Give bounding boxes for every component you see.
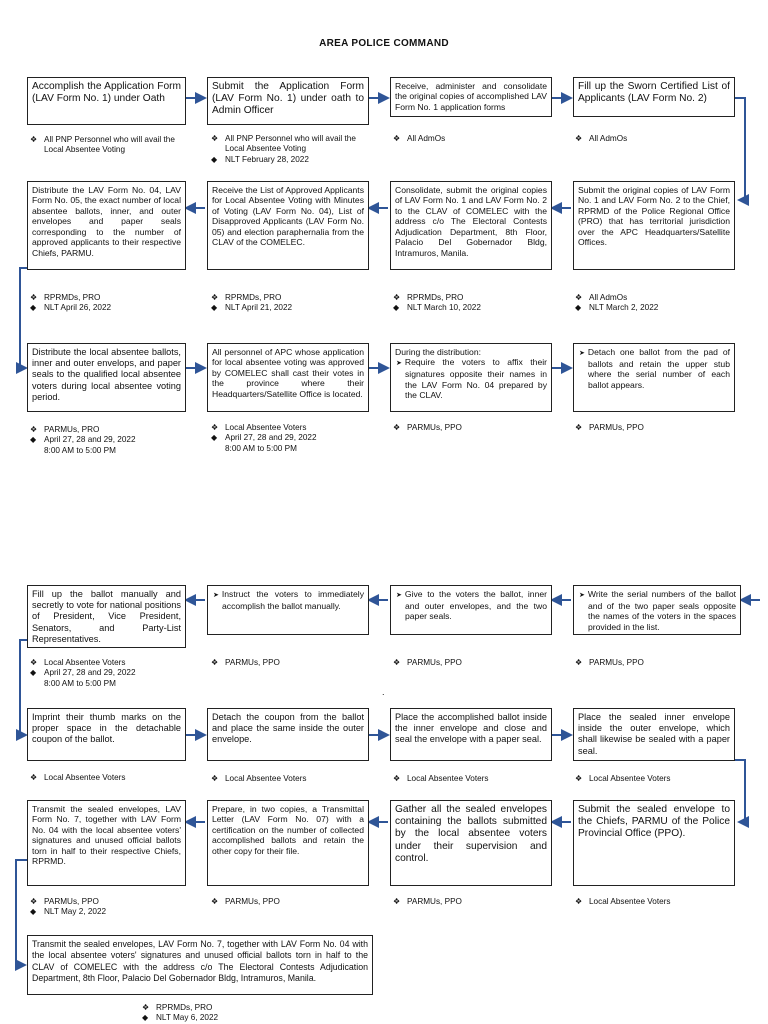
- step-13-text: ➤ Write the serial numbers of the ballot and of the two paper seals opposite the names of the voters in the spaces provided in the list.: [578, 589, 736, 632]
- step-16-box: Fill up the ballot manually and secretly to vote for national positions of President, Vice President, Senators, and Party-List Representatives.: [27, 585, 186, 648]
- step-14-text: ➤ Give to the voters the ballot, inner and outer envelopes, and the two paper seals.: [395, 589, 547, 622]
- step-21-notes: ❖ Local Absentee Voters: [575, 897, 671, 906]
- step-14-box: [390, 585, 552, 635]
- step-12-notes: ❖ PARMUs, PPO: [575, 423, 644, 432]
- step-25-notes: ❖ RPRMDs, PRO ◆ NLT May 6, 2022: [142, 1003, 219, 1023]
- step-18-box: Detach the coupon from the ballot and place the same inside the outer envelope.: [207, 708, 369, 761]
- step-24-box: Transmit the sealed envelopes, LAV Form No. 7, together with LAV Form No. 04 with the local absentee voters' signatures and unused official ballots torn in half to their respective Chiefs, RPRMD.: [27, 800, 186, 886]
- step-6-box: Consolidate, submit the original copies of LAV Form No. 1 and LAV Form No. 2 to the CLAV of COMELEC with the address c/o The Electoral Contests Adjudication Department, 8th Floor, Palacio Del Gobernador Bldg, Intramuros, Manila.: [390, 181, 552, 270]
- page-title: AREA POLICE COMMAND: [319, 38, 449, 49]
- step-20-notes: ❖ Local Absentee Voters: [575, 774, 671, 783]
- step-10-notes: ❖ Local Absentee Voters ◆ April 27, 28 and 29, 2022 8:00 AM to 5:00 PM: [211, 423, 317, 453]
- step-19-notes: ❖ Local Absentee Voters: [393, 774, 489, 783]
- step-13-notes: ❖ PARMUs, PPO: [575, 658, 644, 667]
- step-12-text: ➤ Detach one ballot from the pad of ballots and retain the upper stub where the serial number of each ballot appears.: [578, 347, 730, 390]
- step-1-notes: ❖ All PNP Personnel who will avail the Local Absentee Voting: [30, 135, 175, 155]
- step-9-notes: ❖ PARMUs, PRO ◆ April 27, 28 and 29, 2022 8:00 AM to 5:00 PM: [30, 425, 136, 455]
- step-2-notes: ❖ All PNP Personnel who will avail the Local Absentee Voting ◆ NLT February 28, 2022: [211, 134, 356, 164]
- step-3-box: Receive, administer and consolidate the original copies of accomplished LAV Form No. 1 application forms: [390, 77, 552, 117]
- step-11-box: [390, 343, 552, 412]
- step-4-box: Fill up the Sworn Certified List of Applicants (LAV Form No. 2): [573, 77, 735, 117]
- step-11-notes: ❖ PARMUs, PPO: [393, 423, 462, 432]
- step-12-box: [573, 343, 735, 412]
- step-13-box: [573, 585, 741, 635]
- step-18-notes: ❖ Local Absentee Voters: [211, 774, 307, 783]
- step-17-box: Imprint their thumb marks on the proper space in the detachable coupon of the ballot.: [27, 708, 186, 761]
- step-22-box: Gather all the sealed envelopes containing the ballots submitted by the local absentee voters under their supervision and control.: [390, 800, 552, 886]
- step-2-box: Submit the Application Form (LAV Form No. 1) under oath to Admin Officer: [207, 77, 369, 125]
- step-5-box: Submit the original copies of LAV Form No. 1 and LAV Form No. 2 to the Chief, RPRMD of the Police Regional Office (PRO) that has territorial jurisdiction over the APC Headquarters/Satellite Offices.: [573, 181, 735, 270]
- step-24-notes: ❖ PARMUs, PPO ◆ NLT May 2, 2022: [30, 897, 107, 917]
- step-9-box: Distribute the local absentee ballots, inner and outer envelops, and paper seals to the qualified local absentee voters during local absentee voting period.: [27, 343, 186, 412]
- step-4-notes: ❖ All AdmOs: [575, 134, 628, 143]
- step-23-notes: ❖ PARMUs, PPO: [211, 897, 280, 906]
- step-23-box: Prepare, in two copies, a Transmittal Letter (LAV Form No. 07) with a certification on the number of collected accomplished ballots and retain the other copy for their file.: [207, 800, 369, 886]
- step-7-notes: ❖ RPRMDs, PRO ◆ NLT April 21, 2022: [211, 293, 293, 313]
- step-10-box: All personnel of APC whose application for local absentee voting was approved by COMELEC shall cast their votes in the province where their Headquarters/Satellite Office is located.: [207, 343, 369, 412]
- step-25-box: Transmit the sealed envelopes, LAV Form No. 7, together with LAV Form No. 04 with the local absentee voters' signatures and unused official ballots torn in half to the CLAV of COMELEC with the address c/o The Electoral Contests Adjudication Department, 8th Floor, Palacio Del Gobernador Bldg, Intramuros, Manila.: [27, 935, 373, 995]
- step-16-notes: ❖ Local Absentee Voters ◆ April 27, 28 and 29, 2022 8:00 AM to 5:00 PM: [30, 658, 136, 688]
- step-14-notes: ❖ PARMUs, PPO: [393, 658, 462, 667]
- step-17-notes: ❖ Local Absentee Voters: [30, 773, 126, 782]
- step-3-notes: ❖ All AdmOs: [393, 134, 446, 143]
- separator-dot: .: [382, 687, 385, 697]
- step-19-box: Place the accomplished ballot inside the inner envelope and close and seal the envelope with a paper seal.: [390, 708, 552, 761]
- step-5-notes: ❖ All AdmOs ◆ NLT March 2, 2022: [575, 293, 659, 313]
- step-20-box: Place the sealed inner envelope inside the outer envelope, which shall likewise be sealed with a paper seal.: [573, 708, 735, 761]
- step-22-notes: ❖ PARMUs, PPO: [393, 897, 462, 906]
- step-6-notes: ❖ RPRMDs, PRO ◆ NLT March 10, 2022: [393, 293, 481, 313]
- step-15-text: ➤ Instruct the voters to immediately accomplish the ballot manually.: [212, 589, 364, 611]
- step-1-box: Accomplish the Application Form (LAV Form No. 1) under Oath: [27, 77, 186, 125]
- step-11-intro: During the distribution:: [395, 347, 481, 357]
- step-15-box: [207, 585, 369, 635]
- step-7-box: Receive the List of Approved Applicants for Local Absentee Voting with Minutes of Voting (LAV Form No. 04), List of Disapproved Applicants (LAV Form No. 05) and election paraphernalia from the CLAV of the COMELEC.: [207, 181, 369, 270]
- step-8-box: Distribute the LAV Form No. 04, LAV Form No. 05, the exact number of local absentee ballots, inner, and outer envelopes and paper seals corresponding to the number of approved applicants to their respective Chiefs, PARMU.: [27, 181, 186, 270]
- step-11-sub: ➤ Require the voters to affix their signatures opposite their names in the LAV Form No. 04 prepared by the CLAV.: [395, 357, 547, 400]
- step-21-box: Submit the sealed envelope to the Chiefs, PARMU of the Police Provincial Office (PPO).: [573, 800, 735, 886]
- step-8-notes: ❖ RPRMDs, PRO ◆ NLT April 26, 2022: [30, 293, 112, 313]
- step-15-notes: ❖ PARMUs, PPO: [211, 658, 280, 667]
